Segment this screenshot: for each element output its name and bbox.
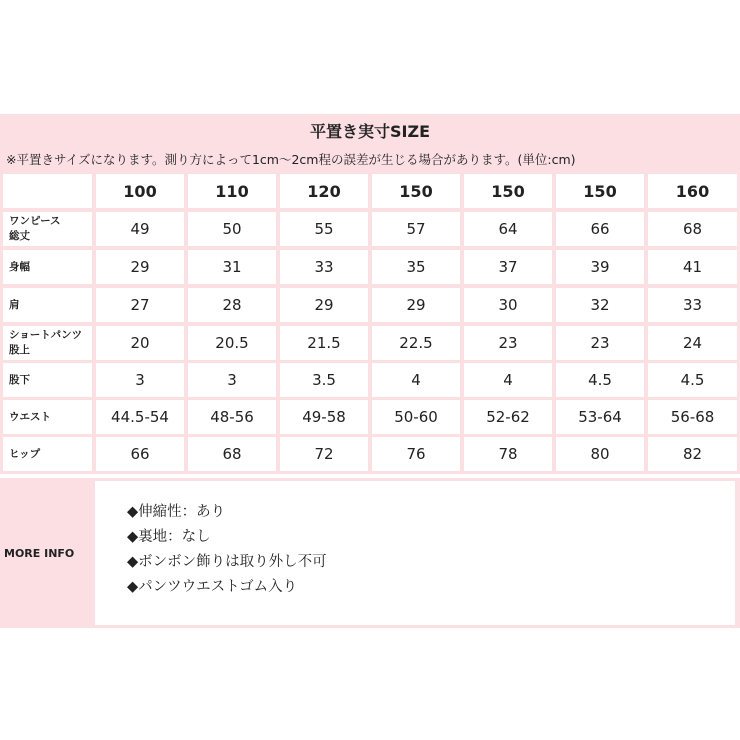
- table-cell: 23: [556, 326, 644, 360]
- size-header: 150: [556, 174, 644, 208]
- table-cell: 32: [556, 288, 644, 322]
- table-cell: 66: [96, 437, 184, 471]
- row-label-line: 肩: [9, 298, 20, 311]
- table-cell: 53-64: [556, 400, 644, 434]
- table-cell: 30: [464, 288, 552, 322]
- table-cell: 39: [556, 250, 644, 284]
- table-cell: 68: [188, 437, 276, 471]
- row-label-line: 総丈: [9, 230, 30, 242]
- table-cell: 27: [96, 288, 184, 322]
- table-note: ※平置きサイズになります。測り方によって1cm〜2cm程の誤差が生じる場合があります。(単位:cm): [6, 152, 576, 167]
- table-cell: 28: [188, 288, 276, 322]
- more-info-label: MORE INFO: [4, 546, 75, 560]
- table-cell: 41: [648, 250, 737, 284]
- table-cell: 76: [372, 437, 460, 471]
- table-cell: 4.5: [648, 363, 737, 397]
- row-label: [3, 437, 92, 471]
- size-header: 150: [372, 174, 460, 208]
- table-cell: 78: [464, 437, 552, 471]
- more-info-body: [95, 481, 735, 625]
- row-label-line: 身幅: [9, 260, 30, 273]
- table-cell: 3.5: [280, 363, 368, 397]
- table-cell: 24: [648, 326, 737, 360]
- table-cell: 35: [372, 250, 460, 284]
- row-label: [3, 363, 92, 397]
- row-label: [3, 400, 92, 434]
- info-item: ◆ボンボン飾りは取り外し不可: [127, 554, 327, 570]
- table-cell: 33: [648, 288, 737, 322]
- size-header: 100: [96, 174, 184, 208]
- size-header: 110: [188, 174, 276, 208]
- table-cell: 4.5: [556, 363, 644, 397]
- table-cell: 82: [648, 437, 737, 471]
- info-item: ◆パンツウエストゴム入り: [127, 579, 298, 595]
- table-cell: 56-68: [648, 400, 737, 434]
- table-cell: 48-56: [188, 400, 276, 434]
- row-label: [3, 212, 92, 246]
- table-cell: 4: [372, 363, 460, 397]
- row-label: [3, 250, 92, 284]
- table-cell: 50-60: [372, 400, 460, 434]
- row-label-line: ウエスト: [9, 410, 51, 423]
- table-cell: 57: [372, 212, 460, 246]
- table-cell: 20.5: [188, 326, 276, 360]
- table-cell: 20: [96, 326, 184, 360]
- size-header: 160: [648, 174, 737, 208]
- table-cell: 52-62: [464, 400, 552, 434]
- table-cell: 21.5: [280, 326, 368, 360]
- table-cell: 49-58: [280, 400, 368, 434]
- table-cell: 31: [188, 250, 276, 284]
- table-cell: 29: [96, 250, 184, 284]
- table-cell: 49: [96, 212, 184, 246]
- table-cell: 80: [556, 437, 644, 471]
- table-cell: 29: [372, 288, 460, 322]
- info-item: ◆伸縮性：あり: [127, 504, 226, 520]
- table-cell: 29: [280, 288, 368, 322]
- info-item: ◆裏地：なし: [127, 529, 211, 545]
- row-label: [3, 326, 92, 360]
- table-cell: 22.5: [372, 326, 460, 360]
- table-cell: 68: [648, 212, 737, 246]
- corner-cell: [3, 174, 92, 208]
- size-header: 120: [280, 174, 368, 208]
- table-cell: 4: [464, 363, 552, 397]
- table-cell: 44.5-54: [96, 400, 184, 434]
- table-cell: 55: [280, 212, 368, 246]
- table-cell: 64: [464, 212, 552, 246]
- table-cell: 3: [188, 363, 276, 397]
- row-label-line: 股下: [9, 373, 30, 386]
- row-label-line: ワンピース: [9, 215, 61, 227]
- row-label: [3, 288, 92, 322]
- table-cell: 66: [556, 212, 644, 246]
- row-label-line: 股上: [9, 344, 30, 356]
- row-label-line: ショートパンツ: [9, 329, 83, 341]
- table-cell: 72: [280, 437, 368, 471]
- table-cell: 50: [188, 212, 276, 246]
- table-cell: 23: [464, 326, 552, 360]
- table-cell: 33: [280, 250, 368, 284]
- table-cell: 3: [96, 363, 184, 397]
- size-header: 150: [464, 174, 552, 208]
- table-cell: 37: [464, 250, 552, 284]
- row-label-line: ヒップ: [9, 447, 41, 460]
- table-title: 平置き実寸SIZE: [309, 122, 430, 141]
